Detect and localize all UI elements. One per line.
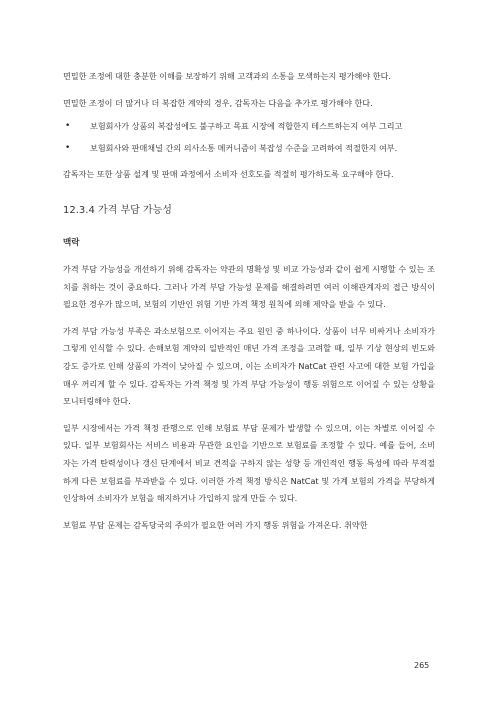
body-paragraph-4: 보험료 부담 문제는 감독당국의 주의가 필요한 여러 가지 행동 위험을 가져온다. 취약한 <box>63 519 368 530</box>
bullet-text: 보험회사와 판매채널 간의 의사소통 메커니즘이 복잡성 수준을 고려하여 적절한지 여부. <box>90 142 398 153</box>
body-paragraph-1: 가격 부담 가능성을 개선하기 위해 감독자는 약관의 명확성 및 비교 가능성과 같이 쉽게 시행할 수 있는 조치를 취하는 것이 중요하다. 그러나 가격 부담 가능성 문제를 해결하려면 여러 이해관계자의 접근 방식이 필요한 경우가 많으며, 보험의 기반인 위험 기반 가격 책정 원칙에 의해 제약을 받을 수 있다. <box>63 263 435 310</box>
bullet-dot-icon: • <box>65 142 71 153</box>
intro-paragraph-2: 면밀한 조정이 더 많거나 더 복잡한 계약의 경우, 감독자는 다음을 추가로 평가해야 한다. <box>63 97 373 108</box>
subsection-heading: 맥락 <box>63 237 80 248</box>
body-paragraph-2: 가격 부담 가능성 부족은 과소보험으로 이어지는 주요 원인 중 하나이다. 상품이 너무 비싸거나 소비자가 그렇게 인식할 수 있다. 손해보험 계약의 일반적인 매년 가격 조정을 고려할 때, 일부 기상 현상의 빈도와 강도 증가로 인해 상품의 가격이 낮아질 수 있으며, 이는 소비자가 NatCat 관련 사고에 대한 보험 가입을 매우 꺼리게 할 수 있다. 감독자는 가격 책정 및 가격 부담 가능성이 행동 위험으로 이어질 수 있는 상황을 모니터링해야 한다. <box>63 325 435 407</box>
intro-paragraph-3: 감독자는 또한 상품 설계 및 판매 과정에서 소비자 선호도를 적절히 평가하도록 요구해야 한다. <box>63 169 394 180</box>
intro-paragraph-1: 면밀한 조정에 대한 충분한 이해를 보장하기 위해 고객과의 소통을 모색하는지 평가해야 한다. <box>63 71 391 81</box>
bullet-text: 보험회사가 상품의 복잡성에도 불구하고 목표 시장에 적합한지 테스트하는지 여부 그리고 <box>90 121 403 132</box>
body-paragraph-3: 일부 시장에서는 가격 책정 관행으로 인해 보험료 부담 문제가 발생할 수 있으며, 이는 차별로 이어질 수 있다. 일부 보험회사는 서비스 비용과 무관한 요인을 기반으로 보험료를 조정할 수 있다. 예를 들어, 소비자는 가격 탄력성이나 갱신 단계에서 비교 견적을 구하지 않는 성향 등 개인적인 행동 특성에 따라 부적절하게 다른 보험료를 부과받을 수 있다. 이러한 가격 책정 방식은 NatCat 및 가계 보험의 가격을 부당하게 인상하여 소비자가 보험을 해지하거나 가입하지 않게 만들 수 있다. <box>63 422 435 504</box>
page-number: 265 <box>414 661 430 670</box>
bullet-list <box>63 118 435 157</box>
bullet-item <box>63 140 435 158</box>
bullet-item <box>63 118 435 136</box>
bullet-dot-icon: • <box>65 121 71 132</box>
section-heading: 12.3.4 가격 부담 가능성 <box>63 204 172 216</box>
document-page <box>63 68 435 534</box>
